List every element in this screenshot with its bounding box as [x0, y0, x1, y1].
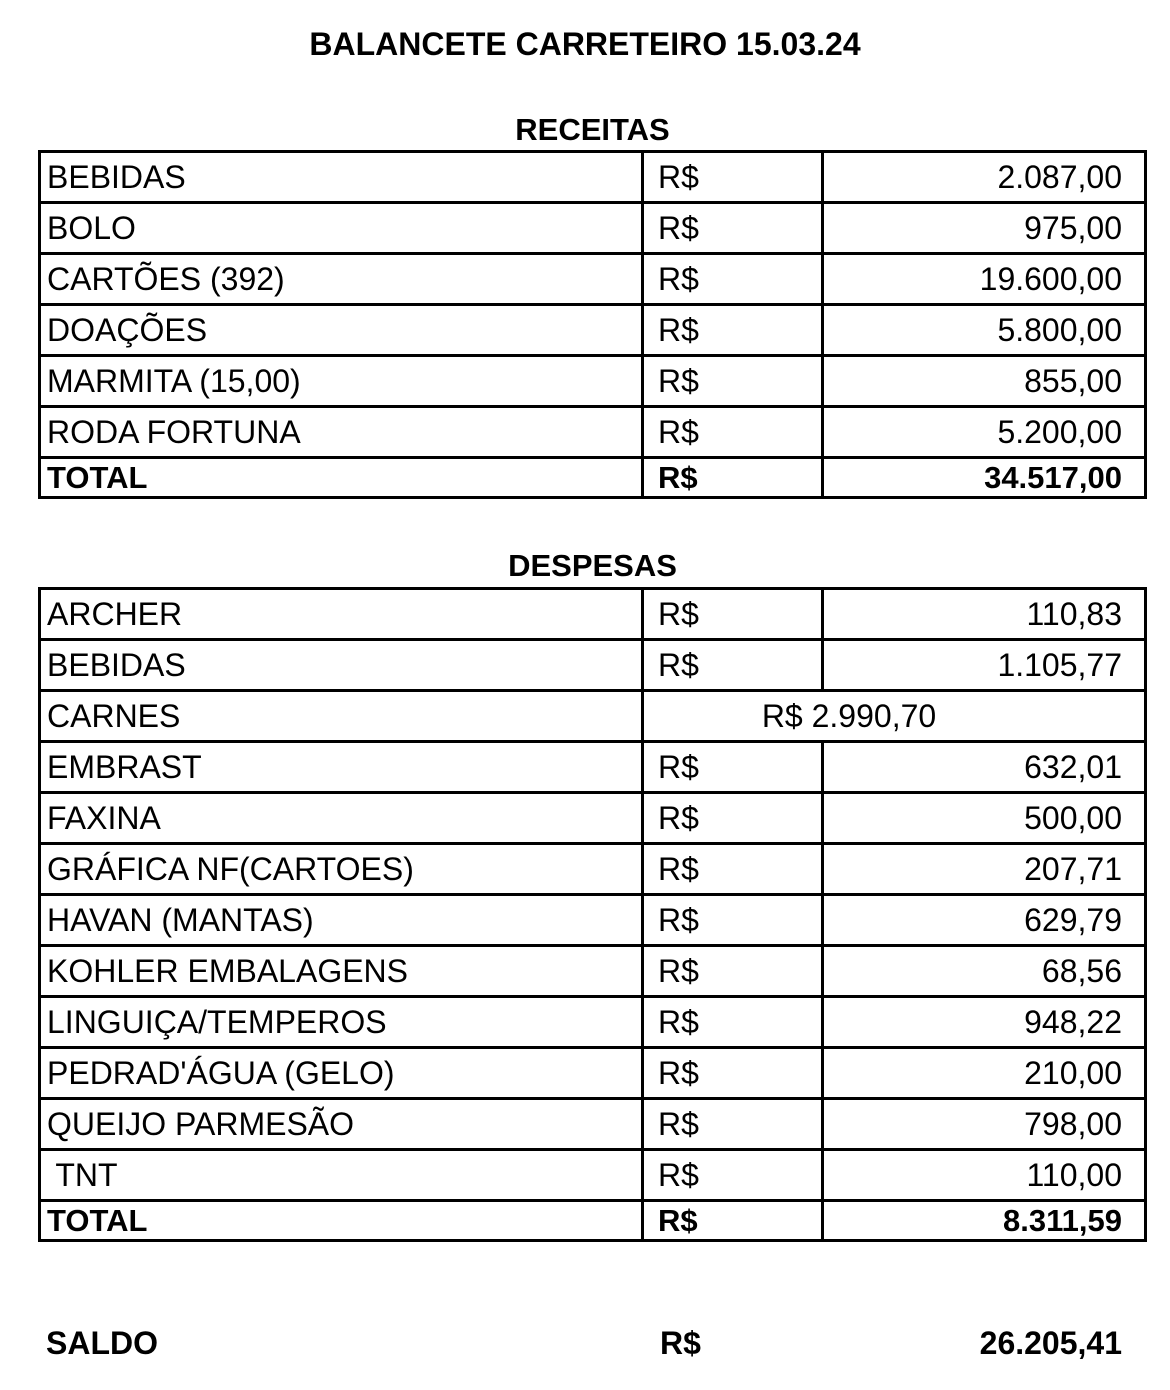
total-currency: R$: [643, 458, 823, 498]
row-label: QUEIJO PARMESÃO: [40, 1099, 643, 1150]
row-amount: 68,56: [823, 946, 1146, 997]
row-label: LINGUIÇA/TEMPEROS: [40, 997, 643, 1048]
row-amount: 1.105,77: [823, 640, 1146, 691]
total-currency: R$: [643, 1201, 823, 1241]
row-amount: 110,83: [823, 589, 1146, 640]
row-amount: 207,71: [823, 844, 1146, 895]
row-label: BEBIDAS: [40, 640, 643, 691]
row-label: ARCHER: [40, 589, 643, 640]
receitas-heading: RECEITAS: [515, 112, 670, 147]
table-row: [40, 895, 1146, 946]
table-row: [40, 152, 1146, 203]
row-currency: R$: [643, 844, 823, 895]
row-currency: R$: [643, 356, 823, 407]
row-currency: R$: [643, 793, 823, 844]
table-row: [40, 793, 1146, 844]
row-currency: R$: [643, 997, 823, 1048]
saldo-amount: 26.205,41: [979, 1325, 1122, 1361]
row-amount: 5.200,00: [823, 407, 1146, 458]
table-row: [40, 254, 1146, 305]
row-label: PEDRAD'ÁGUA (GELO): [40, 1048, 643, 1099]
table-row: [40, 1099, 1146, 1150]
row-label: BEBIDAS: [40, 152, 643, 203]
row-amount: 975,00: [823, 203, 1146, 254]
total-row: [40, 1201, 1146, 1241]
row-label: CARTÕES (392): [40, 254, 643, 305]
row-merged-value: R$ 2.990,70: [643, 691, 1146, 742]
row-label: GRÁFICA NF(CARTOES): [40, 844, 643, 895]
row-currency: R$: [643, 1048, 823, 1099]
row-amount: 855,00: [823, 356, 1146, 407]
table-row: [40, 305, 1146, 356]
row-amount: 500,00: [823, 793, 1146, 844]
row-currency: R$: [643, 742, 823, 793]
table-row: [40, 997, 1146, 1048]
row-amount: 19.600,00: [823, 254, 1146, 305]
row-label: KOHLER EMBALAGENS: [40, 946, 643, 997]
row-amount: 798,00: [823, 1099, 1146, 1150]
table-row: [40, 946, 1146, 997]
table-row: [40, 691, 1146, 742]
row-amount: 110,00: [823, 1150, 1146, 1201]
row-label: EMBRAST: [40, 742, 643, 793]
row-amount: 210,00: [823, 1048, 1146, 1099]
table-row: [40, 1150, 1146, 1201]
row-currency: R$: [643, 640, 823, 691]
row-currency: R$: [643, 254, 823, 305]
despesas-table: [38, 587, 1147, 1242]
row-label: BOLO: [40, 203, 643, 254]
row-label: CARNES: [40, 691, 643, 742]
row-label: DOAÇÕES: [40, 305, 643, 356]
saldo-currency: R$: [660, 1325, 701, 1361]
row-label: MARMITA (15,00): [40, 356, 643, 407]
table-row: [40, 844, 1146, 895]
total-amount: 34.517,00: [823, 458, 1146, 498]
table-row: [40, 203, 1146, 254]
row-amount: 629,79: [823, 895, 1146, 946]
row-label: RODA FORTUNA: [40, 407, 643, 458]
row-currency: R$: [643, 895, 823, 946]
total-label: TOTAL: [40, 1201, 643, 1241]
row-amount: 2.087,00: [823, 152, 1146, 203]
row-amount: 5.800,00: [823, 305, 1146, 356]
saldo-label: SALDO: [46, 1325, 158, 1361]
despesas-heading: DESPESAS: [508, 548, 677, 583]
table-row: [40, 742, 1146, 793]
row-label: FAXINA: [40, 793, 643, 844]
row-amount: 948,22: [823, 997, 1146, 1048]
table-row: [40, 589, 1146, 640]
row-currency: R$: [643, 1099, 823, 1150]
row-label: TNT: [40, 1150, 643, 1201]
table-row: [40, 1048, 1146, 1099]
total-label: TOTAL: [40, 458, 643, 498]
table-row: [40, 356, 1146, 407]
row-label: HAVAN (MANTAS): [40, 895, 643, 946]
page-title: BALANCETE CARRETEIRO 15.03.24: [309, 26, 861, 62]
row-currency: R$: [643, 407, 823, 458]
total-row: [40, 458, 1146, 498]
row-amount: 632,01: [823, 742, 1146, 793]
table-row: [40, 640, 1146, 691]
row-currency: R$: [643, 152, 823, 203]
table-row: [40, 407, 1146, 458]
receitas-table: [38, 150, 1147, 499]
row-currency: R$: [643, 589, 823, 640]
row-currency: R$: [643, 1150, 823, 1201]
row-currency: R$: [643, 305, 823, 356]
row-currency: R$: [643, 946, 823, 997]
row-currency: R$: [643, 203, 823, 254]
total-amount: 8.311,59: [823, 1201, 1146, 1241]
